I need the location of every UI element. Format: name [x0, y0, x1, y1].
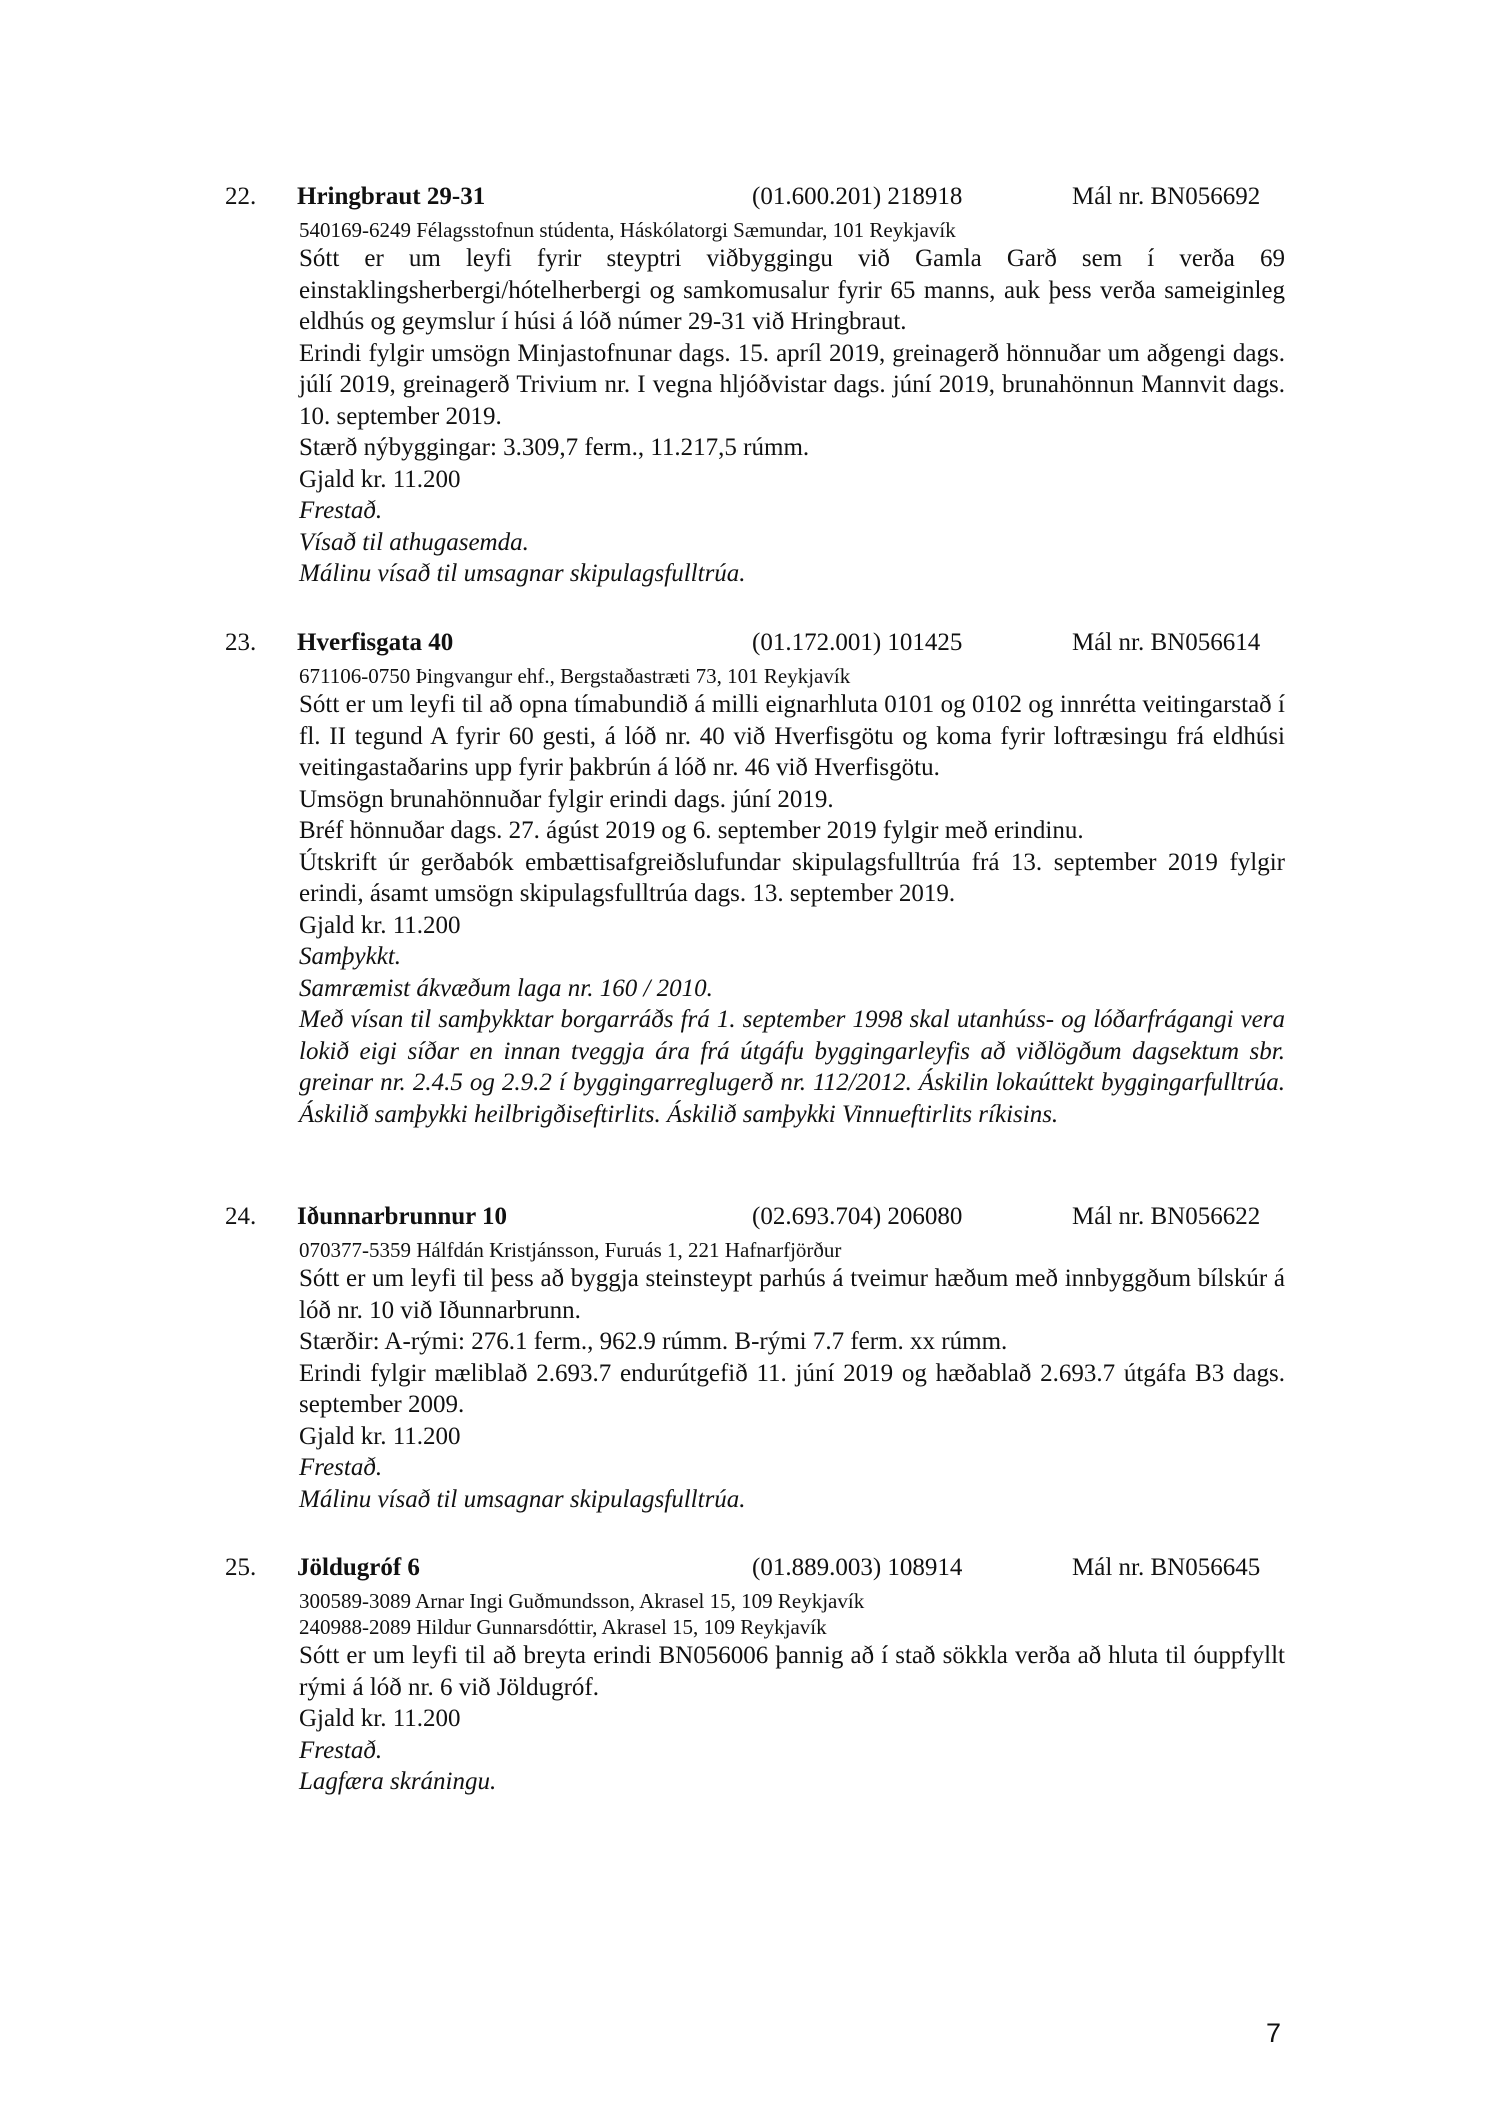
case-number: 23.	[225, 629, 257, 656]
case-body	[299, 1640, 1285, 1798]
case-23	[0, 629, 1500, 1130]
case-number: 25.	[225, 1554, 257, 1581]
case-22	[0, 183, 1500, 590]
case-number: 22.	[225, 183, 257, 210]
paragraph: Sótt er um leyfi til að opna tímabundið á milli eignarhluta 0101 og 0102 og innrétta veitingarstað í fl. II tegund A fyrir 60 gesti, á lóð nr. 40 við Hverfisgötu og koma fyrir loftræsingu frá eldhúsi veitingastaðarins upp fyrir þakbrún á lóð nr. 46 við Hverfisgötu.	[299, 691, 1285, 781]
case-address: Hverfisgata 40	[297, 629, 454, 656]
case-body	[299, 243, 1285, 590]
decision: Samþykkt.	[299, 943, 402, 970]
decision: Málinu vísað til umsagnar skipulagsfulltrúa.	[299, 560, 746, 587]
case-mal-number: Mál nr. BN056622	[1072, 1203, 1261, 1230]
case-header	[0, 183, 1500, 217]
decision: Frestað.	[299, 497, 383, 524]
decision: Með vísan til samþykktar borgarráðs frá 1. september 1998 skal utanhúss- og lóðarfrágangi vera lokið eigi síðar en innan tveggja ára frá útgáfu byggingarleyfis að viðlögðum dagsektum sbr. greinar nr. 2.4.5 og 2.9.2 í byggingarreglugerð nr. 112/2012. Áskilin lokaúttekt byggingarfulltrúa. Áskilið samþykki heilbrigðiseftirlits. Áskilið samþykki Vinnueftirlits ríkisins.	[299, 1006, 1285, 1128]
case-address: Iðunnarbrunnur 10	[297, 1203, 508, 1230]
case-land-number: (01.172.001) 101425	[752, 629, 963, 656]
case-mal-number: Mál nr. BN056645	[1072, 1554, 1261, 1581]
case-header	[0, 629, 1500, 663]
paragraph: Bréf hönnuðar dags. 27. ágúst 2019 og 6. september 2019 fylgir með erindinu.	[299, 817, 1084, 844]
case-body	[299, 1263, 1285, 1515]
decision: Málinu vísað til umsagnar skipulagsfulltrúa.	[299, 1485, 746, 1513]
applicant: 671106-0750 Þingvangur ehf., Bergstaðastræti 73, 101 Reykjavík	[299, 664, 851, 688]
applicant: 070377-5359 Hálfdán Kristjánsson, Furuás 1, 221 Hafnarfjörður	[299, 1238, 842, 1262]
decision: Lagfæra skráningu.	[299, 1768, 497, 1795]
paragraph: Erindi fylgir mæliblað 2.693.7 endurútgefið 11. júní 2019 og hæðablað 2.693.7 útgáfa B3 dags. september 2009.	[299, 1359, 1285, 1418]
decision: Frestað.	[299, 1736, 383, 1764]
applicant: 240988-2089 Hildur Gunnarsdóttir, Akrasel 15, 109 Reykjavík	[299, 1615, 827, 1639]
decision: Vísað til athugasemda.	[299, 528, 529, 556]
fee: Gjald kr. 11.200	[299, 465, 461, 493]
paragraph: Sótt er um leyfi til þess að byggja steinsteypt parhús á tveimur hæðum með innbyggðum bílskúr á lóð nr. 10 við Iðunnarbrunn.	[299, 1265, 1285, 1324]
case-header	[0, 1554, 1500, 1588]
page-number: 7	[1266, 2018, 1282, 2048]
case-header	[0, 1203, 1500, 1237]
case-mal-number: Mál nr. BN056614	[1072, 629, 1261, 656]
case-24	[0, 1203, 1500, 1515]
case-address: Hringbraut 29-31	[297, 183, 486, 210]
paragraph: Sótt er um leyfi fyrir steyptri viðbyggingu við Gamla Garð sem í verða 69 einstaklingsherbergi/hótelherbergi og samkomusalur fyrir 65 manns, auk þess verða sameiginleg eldhús og geymslur í húsi á lóð númer 29-31 við Hringbraut.	[299, 245, 1285, 335]
fee: Gjald kr. 11.200	[299, 1705, 461, 1732]
fee: Gjald kr. 11.200	[299, 911, 461, 939]
paragraph: Erindi fylgir umsögn Minjastofnunar dags. 15. apríl 2019, greinagerð hönnuðar um aðgengi dags. júlí 2019, greinagerð Trivium nr. I vegna hljóðvistar dags. júní 2019, brunahönnun Mannvit dags. 10. september 2019.	[299, 339, 1285, 430]
decision: Samræmist ákvæðum laga nr. 160 / 2010.	[299, 974, 713, 1002]
case-address: Jöldugróf 6	[297, 1554, 420, 1581]
paragraph: Sótt er um leyfi til að breyta erindi BN056006 þannig að í stað sökkla verða að hluta til óuppfyllt rými á lóð nr. 6 við Jöldugróf.	[299, 1642, 1285, 1701]
decision: Frestað.	[299, 1454, 383, 1481]
applicant: 540169-6249 Félagsstofnun stúdenta, Háskólatorgi Sæmundar, 101 Reykjavík	[299, 218, 956, 242]
case-land-number: (02.693.704) 206080	[752, 1203, 963, 1230]
case-land-number: (01.600.201) 218918	[752, 183, 963, 210]
case-body	[299, 689, 1285, 1130]
case-land-number: (01.889.003) 108914	[752, 1554, 963, 1581]
case-number: 24.	[225, 1203, 257, 1230]
applicant: 300589-3089 Arnar Ingi Guðmundsson, Akrasel 15, 109 Reykjavík	[299, 1589, 865, 1613]
case-mal-number: Mál nr. BN056692	[1072, 183, 1261, 210]
paragraph: Stærð nýbyggingar: 3.309,7 ferm., 11.217,5 rúmm.	[299, 434, 810, 461]
fee: Gjald kr. 11.200	[299, 1422, 461, 1450]
paragraph: Útskrift úr gerðabók embættisafgreiðslufundar skipulagsfulltrúa frá 13. september 2019 fylgir erindi, ásamt umsögn skipulagsfulltrúa dags. 13. september 2019.	[299, 848, 1285, 907]
paragraph: Stærðir: A-rými: 276.1 ferm., 962.9 rúmm. B-rými 7.7 ferm. xx rúmm.	[299, 1328, 1008, 1355]
paragraph: Umsögn brunahönnuðar fylgir erindi dags. júní 2019.	[299, 785, 834, 813]
case-25	[0, 1554, 1500, 1798]
